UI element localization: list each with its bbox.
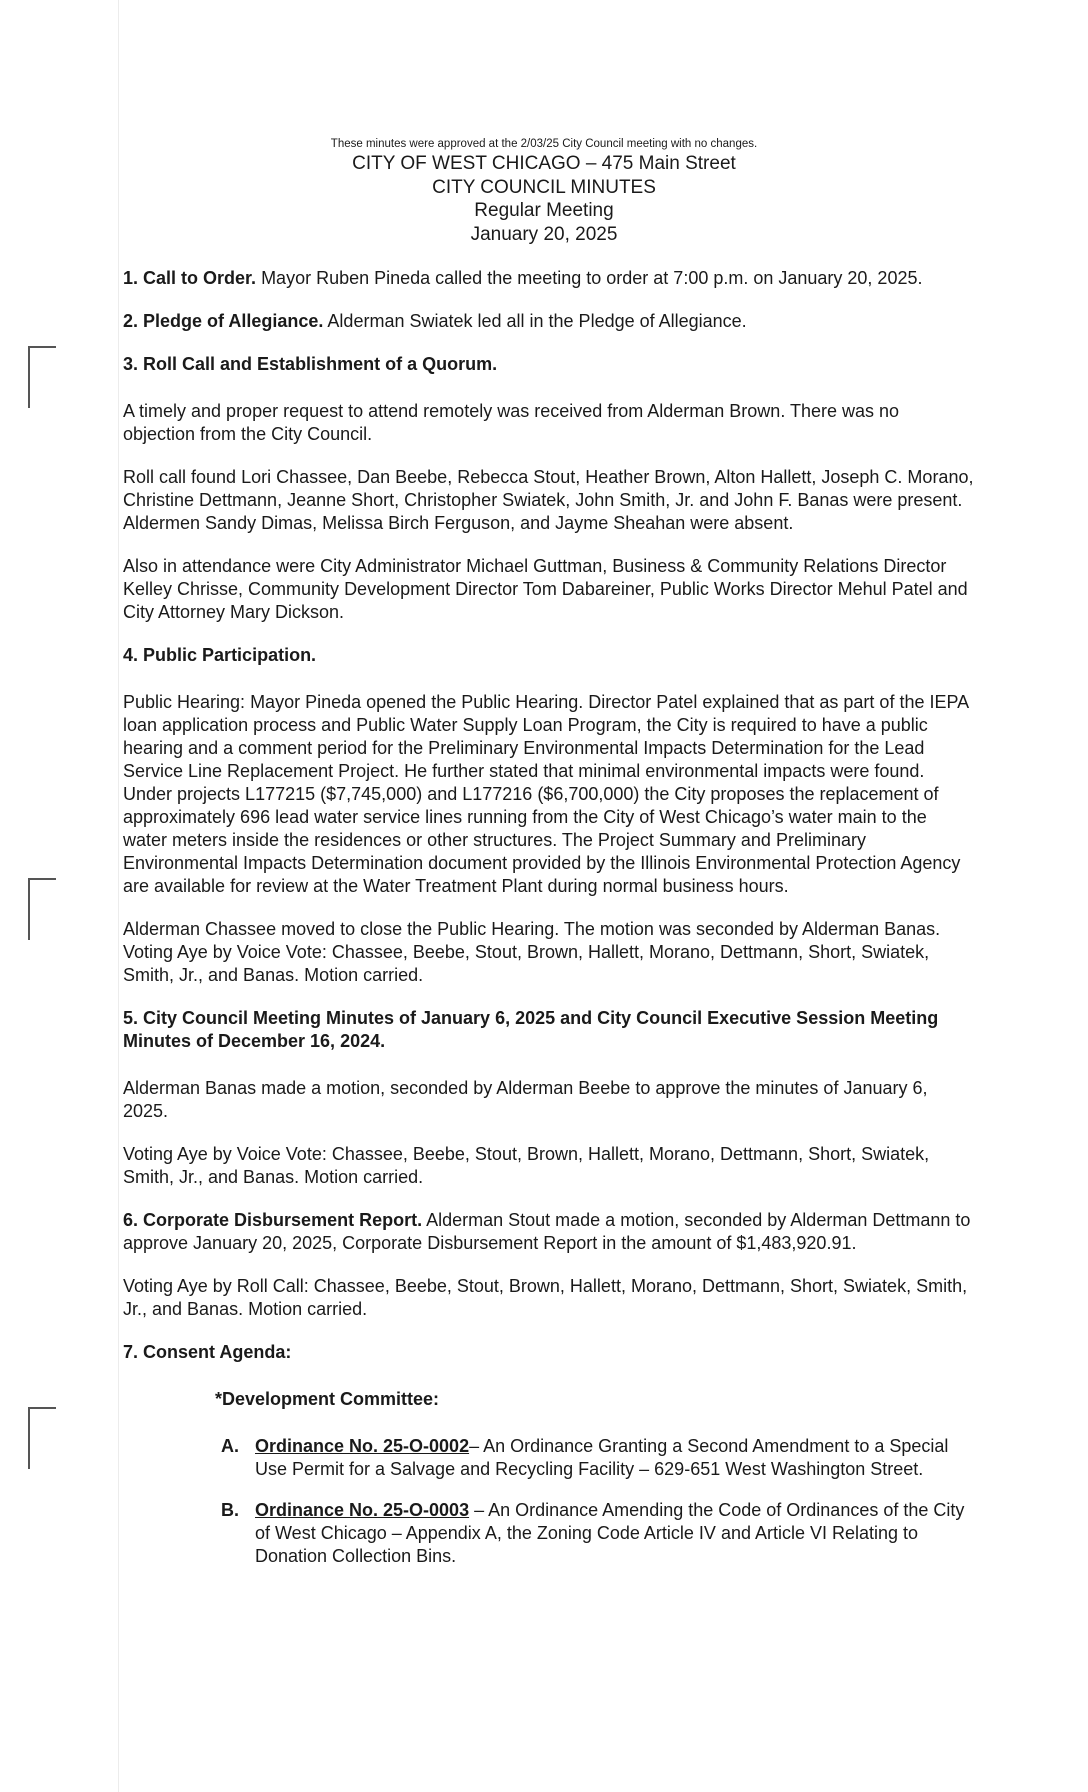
ordinance-number: Ordinance No. 25-O-0002 [255, 1436, 470, 1456]
section-heading: City Council Meeting Minutes of January 6, 2025 and City Council Executive Session Meeting Minutes of December 16, 2024. [123, 1008, 939, 1051]
binder-mark-top [28, 346, 56, 408]
section-minutes-heading [123, 1007, 975, 1053]
minutes-body [123, 267, 975, 1586]
section-pledge [123, 310, 975, 333]
consent-item-a [221, 1435, 975, 1481]
section-roll-call-heading [123, 353, 975, 376]
section-heading: Corporate Disbursement Report. [143, 1210, 423, 1230]
item-label: A. [221, 1436, 239, 1456]
section-number: 7. [123, 1342, 139, 1362]
binder-mark-bottom [28, 1407, 56, 1469]
meeting-date: January 20, 2025 [470, 223, 618, 245]
remote-attendance-paragraph: A timely and proper request to attend remotely was received from Alderman Brown. There was no objection from the City Council. [123, 401, 900, 444]
close-hearing-paragraph: Alderman Chassee moved to close the Public Hearing. The motion was seconded by Alderman Banas. Voting Aye by Voice Vote: Chassee, Beebe, Stout, Brown, Hallett, Morano, Dettmann, Short, Swiatek, Smith, Jr., and Banas. Motion carried. [123, 919, 941, 985]
section-disbursement [123, 1209, 975, 1255]
document-title: CITY COUNCIL MINUTES [432, 176, 656, 198]
page-edge-line [118, 0, 119, 1792]
section-number: 3. [123, 354, 139, 374]
section-consent-heading [123, 1341, 975, 1364]
binder-mark-middle [28, 878, 56, 940]
section-heading: Public Participation. [143, 645, 317, 665]
section-number: 5. [123, 1008, 139, 1028]
item-text-wrap [255, 1435, 975, 1481]
section-heading: Consent Agenda: [143, 1342, 292, 1362]
ordinance-number: Ordinance No. 25-O-0003 [255, 1500, 470, 1520]
section-number: 6. [123, 1210, 139, 1230]
meeting-type: Regular Meeting [474, 200, 614, 221]
section-number: 2. [123, 311, 139, 331]
consent-item-b [221, 1499, 975, 1568]
item-label: B. [221, 1500, 239, 1520]
section-number: 4. [123, 645, 139, 665]
section-heading: Pledge of Allegiance. [143, 311, 324, 331]
city-address: CITY OF WEST CHICAGO – 475 Main Street [352, 153, 736, 174]
section-text: Alderman Stout made a motion, seconded by Alderman Dettmann to approve January 20, 2025, Corporate Disbursement Report in the amount of $1,483,920.91. [123, 1210, 971, 1253]
item-text: – An Ordinance Amending the Code of Ordinances of the City of West Chicago – Appendix A, the Zoning Code Article IV and Article VI Relating to Donation Collection Bins. [255, 1500, 965, 1566]
section-number: 1. [123, 268, 139, 288]
disbursement-vote-paragraph: Voting Aye by Roll Call: Chassee, Beebe, Stout, Brown, Hallett, Morano, Dettmann, Short, Swiatek, Smith, Jr., and Banas. Motion carried. [123, 1276, 968, 1319]
item-text: – An Ordinance Granting a Second Amendment to a Special Use Permit for a Salvage and Recycling Facility – 629-651 West Washington Street. [255, 1436, 949, 1479]
section-heading: Roll Call and Establishment of a Quorum. [143, 354, 498, 374]
roll-call-paragraph: Roll call found Lori Chassee, Dan Beebe, Rebecca Stout, Heather Brown, Alton Hallett, Joseph C. Morano, Christine Dettmann, Jeanne Short, Christopher Swiatek, John Smith, Jr. and John F. Banas were present. Aldermen Sandy Dimas, Melissa Birch Ferguson, and Jayme Sheahan were absent. [123, 467, 974, 533]
section-text: Mayor Ruben Pineda called the meeting to order at 7:00 p.m. on January 20, 2025. [256, 268, 923, 288]
section-heading: Call to Order. [143, 268, 257, 288]
attendance-paragraph: Also in attendance were City Administrator Michael Guttman, Business & Community Relations Director Kelley Chrisse, Community Development Director Tom Dabareiner, Public Works Director Mehul Patel and City Attorney Mary Dickson. [123, 556, 968, 622]
approval-note: These minutes were approved at the 2/03/25 City Council meeting with no changes. [330, 138, 758, 150]
item-text-wrap [255, 1499, 975, 1568]
minutes-vote-paragraph: Voting Aye by Voice Vote: Chassee, Beebe, Stout, Brown, Hallett, Morano, Dettmann, Short, Swiatek, Smith, Jr., and Banas. Motion carried. [123, 1144, 930, 1187]
development-committee-subheading: *Development Committee: [215, 1389, 440, 1409]
section-public-participation-heading [123, 644, 975, 667]
section-text: Alderman Swiatek led all in the Pledge of Allegiance. [323, 311, 747, 331]
minutes-motion-paragraph: Alderman Banas made a motion, seconded by Alderman Beebe to approve the minutes of January 6, 2025. [123, 1078, 928, 1121]
minutes-header [0, 136, 1088, 246]
section-call-to-order [123, 267, 975, 290]
public-hearing-paragraph: Public Hearing: Mayor Pineda opened the Public Hearing. Director Patel explained that as part of the IEPA loan application process and Public Water Supply Loan Program, the City is required to have a public hearing and a comment period for the Preliminary Environmental Impacts Determination for the Lead Service Line Replacement Project. He further stated that minimal environmental impacts were found. Under projects L177215 ($7,745,000) and L177216 ($6,700,000) the City proposes the replacement of approximately 696 lead water service lines running from the City of West Chicago’s water main to the water meters inside the residences or other structures. The Project Summary and Preliminary Environmental Impacts Determination document provided by the Illinois Environmental Protection Agency are available for review at the Water Treatment Plant during normal business hours. [123, 692, 969, 896]
